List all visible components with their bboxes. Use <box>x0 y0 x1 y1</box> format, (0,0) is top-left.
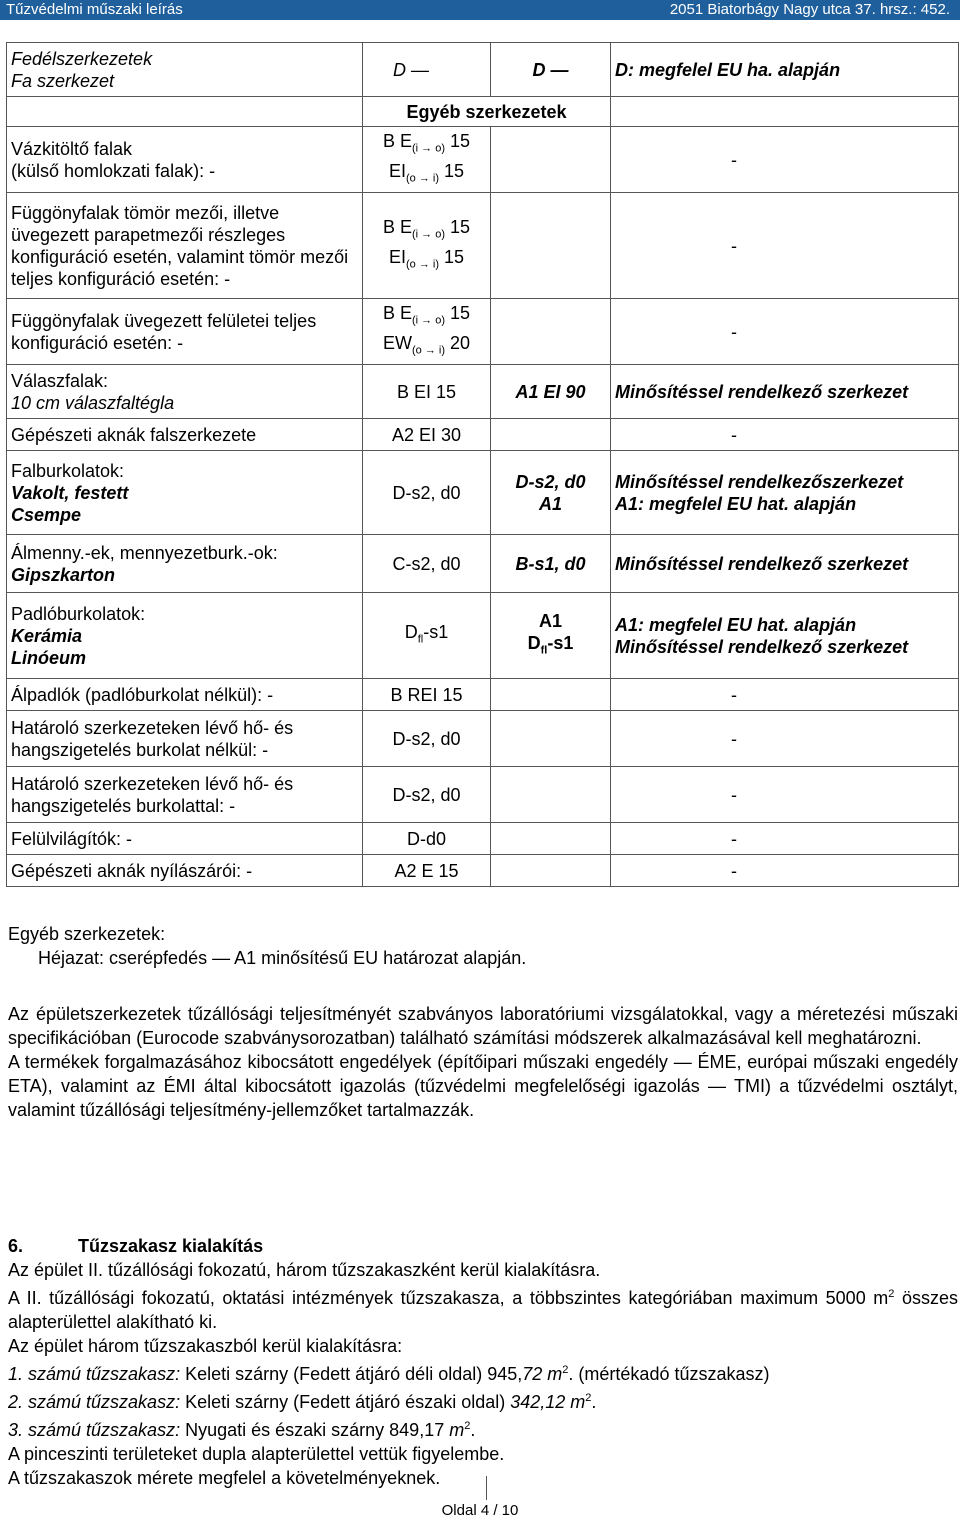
cell: Felülvilágítók: - <box>7 823 363 855</box>
fire-resistance-table <box>6 42 959 887</box>
cell <box>491 855 611 887</box>
cell <box>491 823 611 855</box>
cell: Vázkitöltő falak (külső homlokzati falak): - <box>7 127 363 193</box>
cell: - <box>611 767 959 823</box>
cell: - <box>611 299 959 365</box>
page-number: Oldal 4 / 10 <box>441 1502 519 1519</box>
cell <box>491 299 611 365</box>
cell: B $E_{(i \to o)}$ 15 $EI_{(o \to i)}$ 15 <box>363 193 491 299</box>
cell-roof: Fedélszerkezetek Fa szerkezet <box>7 43 363 97</box>
other-structures: Egyéb szerkezetek: Héjazat: cserépfedés — A1 minősítésű EU határozat alapján. <box>8 924 527 968</box>
cell: - <box>611 855 959 887</box>
cell <box>491 767 611 823</box>
cell: B EI 15 <box>363 365 491 419</box>
cell: Álmenny.-ek, mennyezetburk.-ok: Gipszkarton <box>7 535 363 593</box>
cell: D-s2, d0 <box>363 451 491 535</box>
cell: - <box>611 127 959 193</box>
cell: Minősítéssel rendelkezőszerkezet A1: megfelel EU hat. alapján <box>611 451 959 535</box>
cell: B REI 15 <box>363 679 491 711</box>
cell: Álpadlók (padlóburkolat nélkül): - <box>7 679 363 711</box>
cell: Függönyfalak üvegezett felületei teljes konfiguráció esetén: - <box>7 299 363 365</box>
cell: D-s2, d0 <box>363 711 491 767</box>
cell: A1: megfelel EU hat. alapján Minősítéssel rendelkező szerkezet <box>611 593 959 679</box>
zone-1: 1. számú tűzszakasz: Keleti szárny (Fedett átjáró déli oldal) 945,72 $m^2$. (mértékadó tűzszakasz) <box>8 1364 770 1384</box>
cell <box>611 97 959 127</box>
footer-divider <box>486 1476 487 1500</box>
cell: Minősítéssel rendelkező szerkezet <box>611 535 959 593</box>
cell: B $E_{(i \to o)}$ 15 $EW_{(o \to i)}$ 20 <box>363 299 491 365</box>
cell: D-s2, d0 <box>363 767 491 823</box>
table-row <box>7 193 959 299</box>
table-row <box>7 823 959 855</box>
cell: D-d0 <box>363 823 491 855</box>
page-header <box>0 0 960 20</box>
cell: - <box>611 711 959 767</box>
table-row <box>7 679 959 711</box>
cell: A2 EI 30 <box>363 419 491 451</box>
table-row <box>7 127 959 193</box>
cell: - <box>611 823 959 855</box>
cell <box>491 679 611 711</box>
cell: Falburkolatok: Vakolt, festett Csempe <box>7 451 363 535</box>
cell-section-title: Egyéb szerkezetek <box>363 97 611 127</box>
table-row <box>7 855 959 887</box>
paragraph-1: Az épületszerkezetek tűzállósági teljesítményét szabványos laboratóriumi vizsgálatokkal, vagy a méretezési műszaki specifikációban (Eurocode szabványsorozatban) található számítási módszerek alkalmazásával kell meghatározni. A termékek forgalmazásához kibocsátott engedélyek (építőipari műszaki engedély — ÉME, európai műszaki engedély ETA), valamint az ÉMI által kibocsátott igazolás (tűzvédelmi megfelelőségi igazolás — TMI) a tűzvédelmi osztályt, valamint tűzállósági teljesítmény-jellemzőket tartalmazzák. <box>8 1004 958 1120</box>
cell: D — <box>491 43 611 97</box>
table-row <box>7 97 959 127</box>
cell: A1 EI 90 <box>491 365 611 419</box>
table-row <box>7 419 959 451</box>
cell <box>7 97 363 127</box>
section-heading: 6. Tűzszakasz kialakítás <box>8 1236 264 1256</box>
cell <box>491 711 611 767</box>
table-row <box>7 593 959 679</box>
cell: Határoló szerkezeteken lévő hő- és hangszigetelés burkolattal: - <box>7 767 363 823</box>
cell: C-s2, d0 <box>363 535 491 593</box>
cell: A2 E 15 <box>363 855 491 887</box>
cell: B-s1, d0 <box>491 535 611 593</box>
cell: Minősítéssel rendelkező szerkezet <box>611 365 959 419</box>
table-row <box>7 451 959 535</box>
zone-3: 3. számú tűzszakasz: Nyugati és északi szárny 849,17 $m^2$. <box>8 1420 476 1440</box>
zone-2: 2. számú tűzszakasz: Keleti szárny (Fedett átjáró északi oldal) 342,12 $m^2$. <box>8 1392 597 1412</box>
cell: - <box>611 419 959 451</box>
cell: Gépészeti aknák falszerkezete <box>7 419 363 451</box>
table-row <box>7 711 959 767</box>
cell: Határoló szerkezeteken lévő hő- és hangszigetelés burkolat nélkül: - <box>7 711 363 767</box>
cell: B $E_{(i \to o)}$ 15 $EI_{(o \to i)}$ 15 <box>363 127 491 193</box>
cell: Padlóburkolatok: Kerámia Linóeum <box>7 593 363 679</box>
table-row <box>7 535 959 593</box>
cell: - <box>611 193 959 299</box>
cell: Válaszfalak: 10 cm válaszfaltégla <box>7 365 363 419</box>
cell <box>491 127 611 193</box>
header-title: Tűzvédelmi műszaki leírás <box>6 1 183 18</box>
table-row <box>7 299 959 365</box>
cell: D: megfelel EU ha. alapján <box>611 43 959 97</box>
table-row <box>7 43 959 97</box>
table-row <box>7 365 959 419</box>
section-6: 6. Tűzszakasz kialakítás Az épület II. tűzállósági fokozatú, három tűzszakaszként kerül kialakításra. A II. tűzállósági fokozatú, oktatási intézmények tűzszakasza, a többszintes kategóriában maximum 5000 $m^2$ összes alapterülettel alakítható ki. Az épület három tűzszakaszból kerül kialakításra: 1. számú tűzszakasz: Keleti szárny (Fedett átjáró déli oldal) 945,72 $m^2$. (mértékadó tűzszakasz) 2. számú tűzszakasz: Keleti szárny (Fedett átjáró északi oldal) 342,12 $m^2$. 3. számú tűzszakasz: Nyugati és északi szárny 849,17 $m^2$. A pinceszinti területeket dupla alapterülettel vettük figyelembe. A tűzszakaszok mérete megfelel a követelményeknek. <box>8 1236 958 1488</box>
cell: Gépészeti aknák nyílászárói: - <box>7 855 363 887</box>
cell: Függönyfalak tömör mezői, illetve üvegezett parapetmezői részleges konfiguráció esetén, valamint tömör mezői teljes konfiguráció esetén: - <box>7 193 363 299</box>
header-address: 2051 Biatorbágy Nagy utca 37. hrsz.: 452. <box>669 1 950 18</box>
cell: D — <box>363 43 491 97</box>
cell: A1 $D_{fl}-s1$ <box>491 593 611 679</box>
cell: - <box>611 679 959 711</box>
table-row <box>7 767 959 823</box>
cell: D-s2, d0 A1 <box>491 451 611 535</box>
cell: $D_{fl}-s1$ <box>363 593 491 679</box>
cell <box>491 419 611 451</box>
cell <box>491 193 611 299</box>
